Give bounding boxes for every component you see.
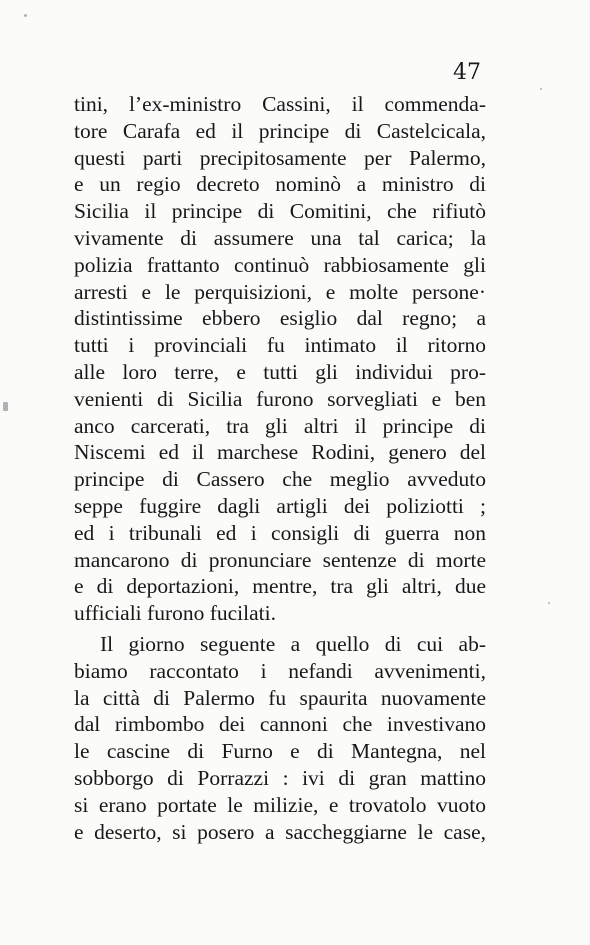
text-line: Niscemi ed il marchese Rodini, genero del — [74, 440, 486, 465]
text-line: dal rimbombo dei cannoni che investivano — [74, 712, 486, 737]
text-line: venienti di Sicilia furono sorvegliati e ben — [74, 386, 486, 411]
text-line: anco carcerati, tra gli altri il principe di — [74, 413, 486, 438]
text-line: le cascine di Furno e di Mantegna, nel — [74, 739, 486, 764]
text-line: seppe fuggire dagli artigli dei poliziotti ; — [74, 493, 486, 518]
paper-speck — [3, 402, 8, 411]
text-line: vivamente di assumere una tal carica; la — [74, 225, 486, 250]
text-line: tore Carafa ed il principe di Castelcicala, — [74, 118, 486, 143]
text-line: tutti i provinciali fu intimato il ritorno — [74, 333, 486, 358]
paragraph — [74, 91, 486, 627]
page-number: 47 — [453, 60, 481, 85]
text-line: biamo raccontato i nefandi avvenimenti, — [74, 658, 486, 683]
text-line: polizia frattanto continuò rabbiosamente gli — [74, 252, 486, 277]
text-line: questi parti precipitosamente per Palermo, — [74, 145, 486, 170]
text-line: la città di Palermo fu spaurita nuovamente — [74, 685, 486, 710]
paragraph — [74, 631, 486, 845]
text-line: alle loro terre, e tutti gli individui pro- — [74, 359, 486, 384]
text-line: tini, l’ex-ministro Cassini, il commenda- — [74, 92, 486, 116]
text-line: principe di Cassero che meglio avveduto — [74, 467, 486, 492]
text-line: arresti e le perquisizioni, e molte persone· — [74, 279, 486, 304]
text-line: Il giorno seguente a quello di cui ab- — [100, 631, 486, 656]
text-line: mancarono di pronunciare sentenze di morte — [74, 547, 486, 572]
body-text — [74, 91, 486, 845]
paper-speck — [548, 602, 550, 604]
text-line: e un regio decreto nominò a ministro di — [74, 172, 486, 197]
text-line: ed i tribunali ed i consigli di guerra non — [74, 520, 486, 545]
text-line: si erano portate le milizie, e trovatolo vuoto — [74, 792, 486, 817]
paper-speck — [24, 14, 27, 17]
text-line: Sicilia il principe di Comitini, che rifiutò — [74, 199, 486, 224]
text-line: e di deportazioni, mentre, tra gli altri, due — [74, 574, 486, 599]
text-line: ufficiali furono fucilati. — [74, 601, 276, 626]
text-line: sobborgo di Porrazzi : ivi di gran mattino — [74, 765, 486, 790]
paper-speck — [540, 88, 542, 90]
text-line: e deserto, si posero a saccheggiarne le case, — [74, 819, 486, 844]
text-line: distintissime ebbero esiglio dal regno; a — [74, 306, 486, 331]
